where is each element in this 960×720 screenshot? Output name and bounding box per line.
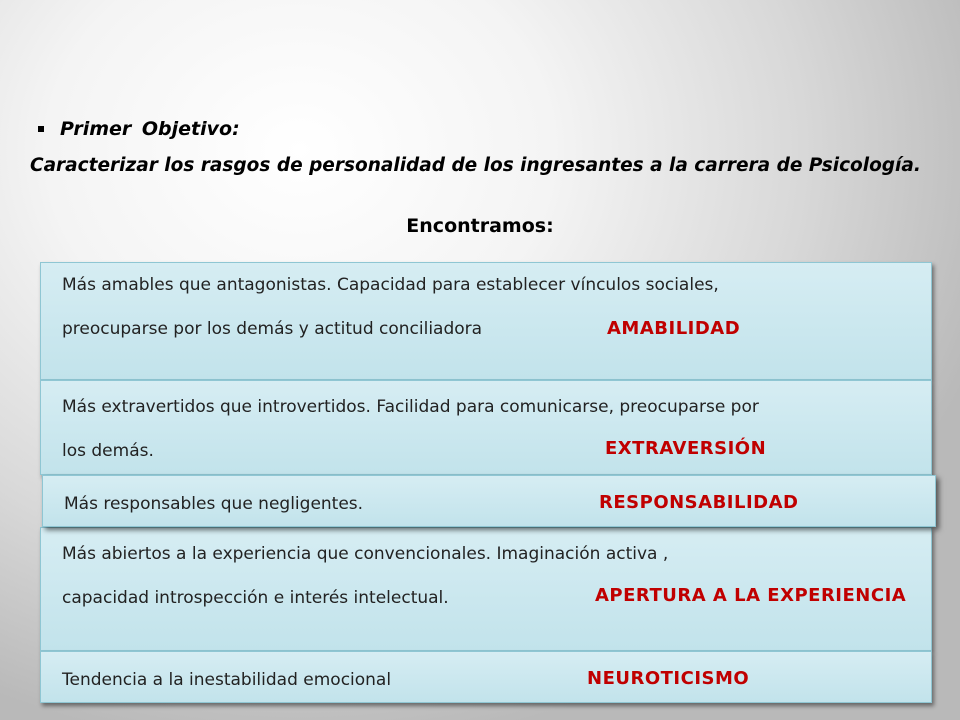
trait-label: RESPONSABILIDAD: [599, 492, 799, 513]
finding-line: Más responsables que negligentes.: [64, 494, 364, 514]
finding-line: Más abiertos a la experiencia que convencionales. Imaginación activa ,: [62, 544, 669, 564]
finding-line: los demás.: [62, 441, 154, 461]
finding-amabilidad: [40, 262, 932, 380]
trait-label: EXTRAVERSIÓN: [605, 438, 767, 459]
finding-apertura: [40, 527, 932, 651]
finding-extraversion: [40, 380, 932, 475]
objective-description: Caracterizar los rasgos de personalidad de los ingresantes a la carrera de Psicología.: [30, 155, 921, 176]
objective-label: Primer Objetivo:: [60, 118, 240, 140]
trait-label: APERTURA A LA EXPERIENCIA: [595, 585, 907, 606]
finding-responsabilidad: [42, 475, 936, 527]
finding-line: capacidad introspección e interés intelectual.: [62, 588, 449, 608]
finding-line: Tendencia a la inestabilidad emocional: [62, 670, 392, 690]
found-heading: Encontramos:: [406, 215, 554, 237]
objective-heading: [38, 118, 240, 140]
finding-neuroticismo: [40, 651, 932, 703]
trait-label: AMABILIDAD: [607, 318, 741, 339]
finding-line: Más amables que antagonistas. Capacidad para establecer vínculos sociales,: [62, 275, 719, 295]
finding-line: preocuparse por los demás y actitud conciliadora: [62, 319, 483, 339]
square-bullet-icon: [38, 126, 44, 132]
finding-line: Más extravertidos que introvertidos. Facilidad para comunicarse, preocuparse por: [62, 397, 759, 417]
trait-label: NEUROTICISMO: [587, 668, 750, 689]
